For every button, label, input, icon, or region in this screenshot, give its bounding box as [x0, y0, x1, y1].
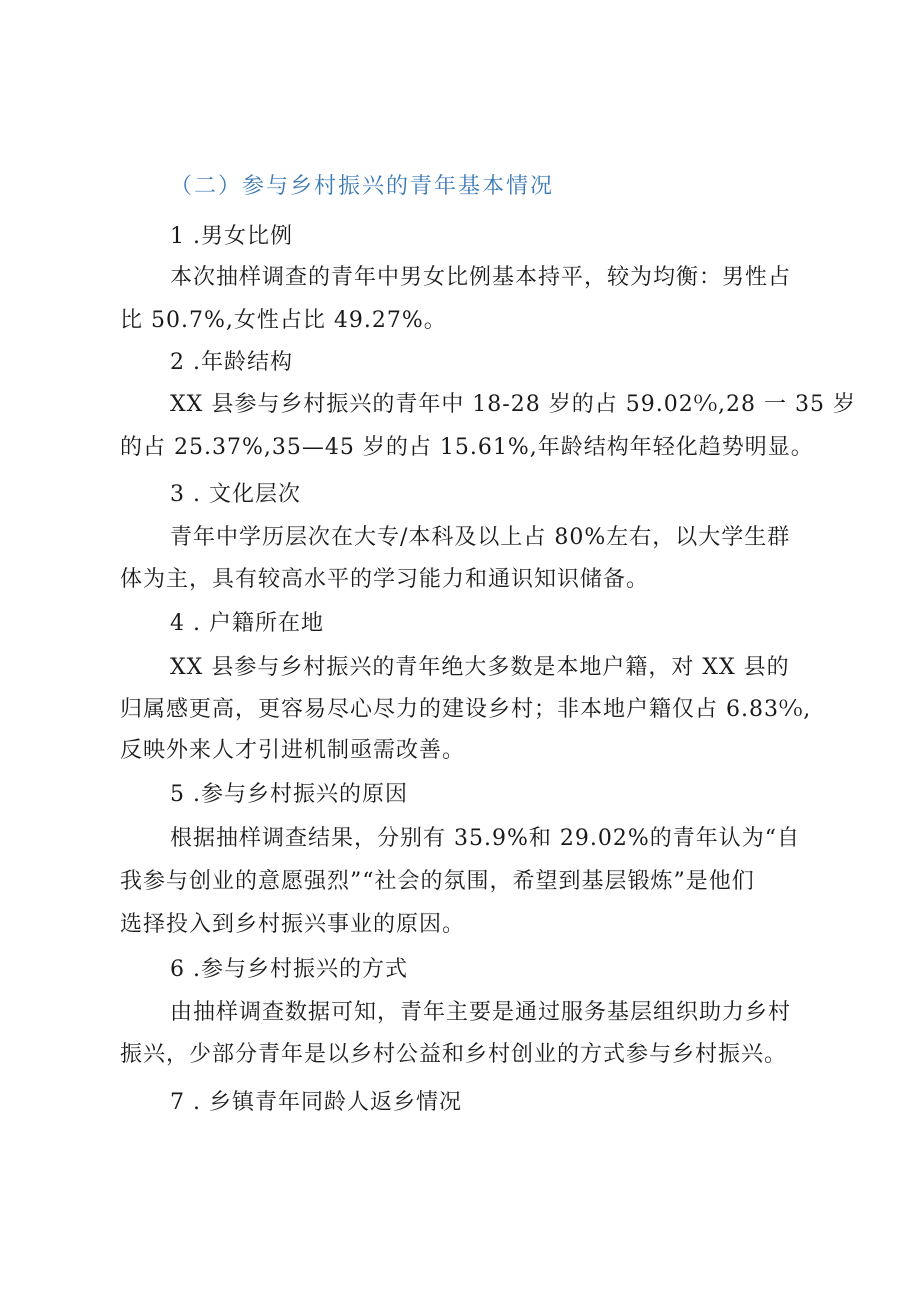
paragraph-line: 比 50.7%,女性占比 49.27%。: [120, 308, 447, 333]
item-heading-reasons: 5 .参与乡村振兴的原因: [170, 782, 408, 807]
item-heading-age-structure: 2 .年龄结构: [170, 350, 293, 375]
paragraph-line: 选择投入到乡村振兴事业的原因。: [120, 912, 466, 937]
paragraph-line: 青年中学历层次在大专/本科及以上占 80%左右，以大学生群: [170, 525, 791, 550]
item-heading-methods: 6 .参与乡村振兴的方式: [170, 957, 408, 982]
paragraph-line: 体为主，具有较高水平的学习能力和通识知识储备。: [120, 567, 650, 592]
paragraph-line: XX 县参与乡村振兴的青年中 18-28 岁的占 59.02⁰⁄₀,28 一 35 岁: [170, 392, 856, 417]
item-heading-returning-peers: 7 . 乡镇青年同龄人返乡情况: [170, 1090, 462, 1115]
section-title: （二）参与乡村振兴的青年基本情况: [170, 174, 555, 199]
paragraph-line: 我参与创业的意愿强烈”“社会的氛围，希望到基层锻炼”是他们: [120, 869, 755, 894]
paragraph-line: 本次抽样调查的青年中男女比例基本持平，较为均衡：男性占: [170, 265, 792, 290]
paragraph-line: 的占 25.37%,35—45 岁的占 15.61%,年龄结构年轻化趋势明显。: [120, 435, 814, 460]
paragraph-line: 归属感更高，更容易尽心尽力的建设乡村；非本地户籍仅占 6.83⁰⁄₀,: [120, 697, 812, 722]
paragraph-line: XX 县参与乡村振兴的青年绝大多数是本地户籍，对 XX 县的: [170, 655, 790, 680]
paragraph-line: 振兴，少部分青年是以乡村公益和乡村创业的方式参与乡村振兴。: [120, 1042, 788, 1067]
paragraph-line: 根据抽样调查结果，分别有 35.9%和 29.02%的青年认为“自: [170, 826, 801, 851]
item-heading-household-registration: 4 . 户籍所在地: [170, 611, 324, 636]
paragraph-line: 由抽样调查数据可知，青年主要是通过服务基层组织助力乡村: [170, 1000, 792, 1025]
item-heading-gender-ratio: 1 .男女比例: [170, 224, 293, 249]
item-heading-education: 3 . 文化层次: [170, 482, 301, 507]
paragraph-line: 反映外来人才引进机制亟需改善。: [120, 738, 466, 763]
